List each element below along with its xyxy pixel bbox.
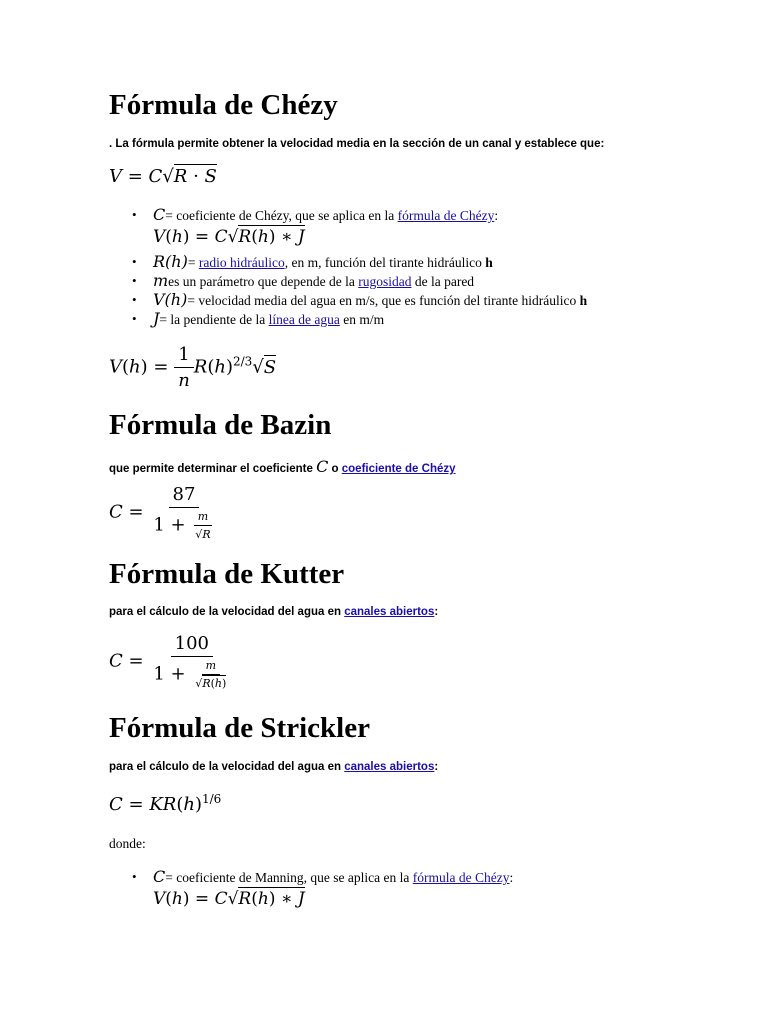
link-formula-chezy[interactable]: fórmula de Chézy xyxy=(397,208,495,223)
formula-chezy-manning: V(h) = $\frac{1}{n}$ $R(h)^{2/3}√S$ xyxy=(109,344,277,391)
link-canales-abiertos-2[interactable]: canales abiertos xyxy=(344,761,435,773)
list-item-vh: • V(h)= velocidad media del agua en m/s, que es función del tirante hidráulico h xyxy=(153,291,587,310)
list-item-c: • C= coeficiente de Chézy, que se aplica en la fórmula de Chézy: V(h) = C√R(h) ∗ J xyxy=(153,206,587,249)
formula-kutter: C = 100 1 + $\frac{m}{√R(h)}$ xyxy=(109,633,227,690)
intro-chezy: . La fórmula permite obtener la velocidad media en la sección de un canal y establece que: xyxy=(109,138,605,150)
formula-strickler: $C = KR(h)^{1/6}$ xyxy=(109,792,222,815)
formula-bazin: C = 87 1 + $\frac{m}{√R}$ xyxy=(109,484,211,541)
link-linea-de-agua[interactable]: línea de agua xyxy=(268,312,340,327)
chezy-symbol-list xyxy=(109,206,587,329)
strickler-symbol-list xyxy=(109,868,513,911)
heading-strickler: Fórmula de Strickler xyxy=(109,712,370,744)
list-item-j: • J= la pendiente de la línea de agua en m/m xyxy=(153,310,587,329)
subformula-vh-2: V(h) = C√R(h) ∗ J xyxy=(153,889,305,909)
heading-bazin: Fórmula de Bazin xyxy=(109,409,332,441)
intro-strickler: para el cálculo de la velocidad del agua en canales abiertos: xyxy=(109,761,439,773)
list-item-m: • mes un parámetro que depende de la rugosidad de la pared xyxy=(153,272,587,291)
donde-label: donde: xyxy=(109,836,146,851)
subformula-vh: V(h) = C√R(h) ∗ J xyxy=(153,227,305,247)
link-canales-abiertos[interactable]: canales abiertos xyxy=(344,606,435,618)
list-item-c-manning: • C= coeficiente de Manning, que se aplica en la fórmula de Chézy: V(h) = C√R(h) ∗ J xyxy=(153,868,513,911)
heading-chezy: Fórmula de Chézy xyxy=(109,89,338,121)
link-radio-hidraulico[interactable]: radio hidráulico xyxy=(198,255,285,270)
list-item-rh: • R(h)= radio hidráulico, en m, función del tirante hidráulico h xyxy=(153,253,587,272)
intro-kutter: para el cálculo de la velocidad del agua en canales abiertos: xyxy=(109,606,439,618)
link-rugosidad[interactable]: rugosidad xyxy=(358,274,412,289)
link-coeficiente-chezy[interactable]: coeficiente de Chézy xyxy=(341,463,456,475)
formula-chezy: V = C√R · S xyxy=(109,166,217,187)
heading-kutter: Fórmula de Kutter xyxy=(109,558,345,590)
intro-bazin: que permite determinar el coeficiente C o coeficiente de Chézy xyxy=(109,457,456,476)
link-formula-chezy-2[interactable]: fórmula de Chézy xyxy=(412,870,510,885)
